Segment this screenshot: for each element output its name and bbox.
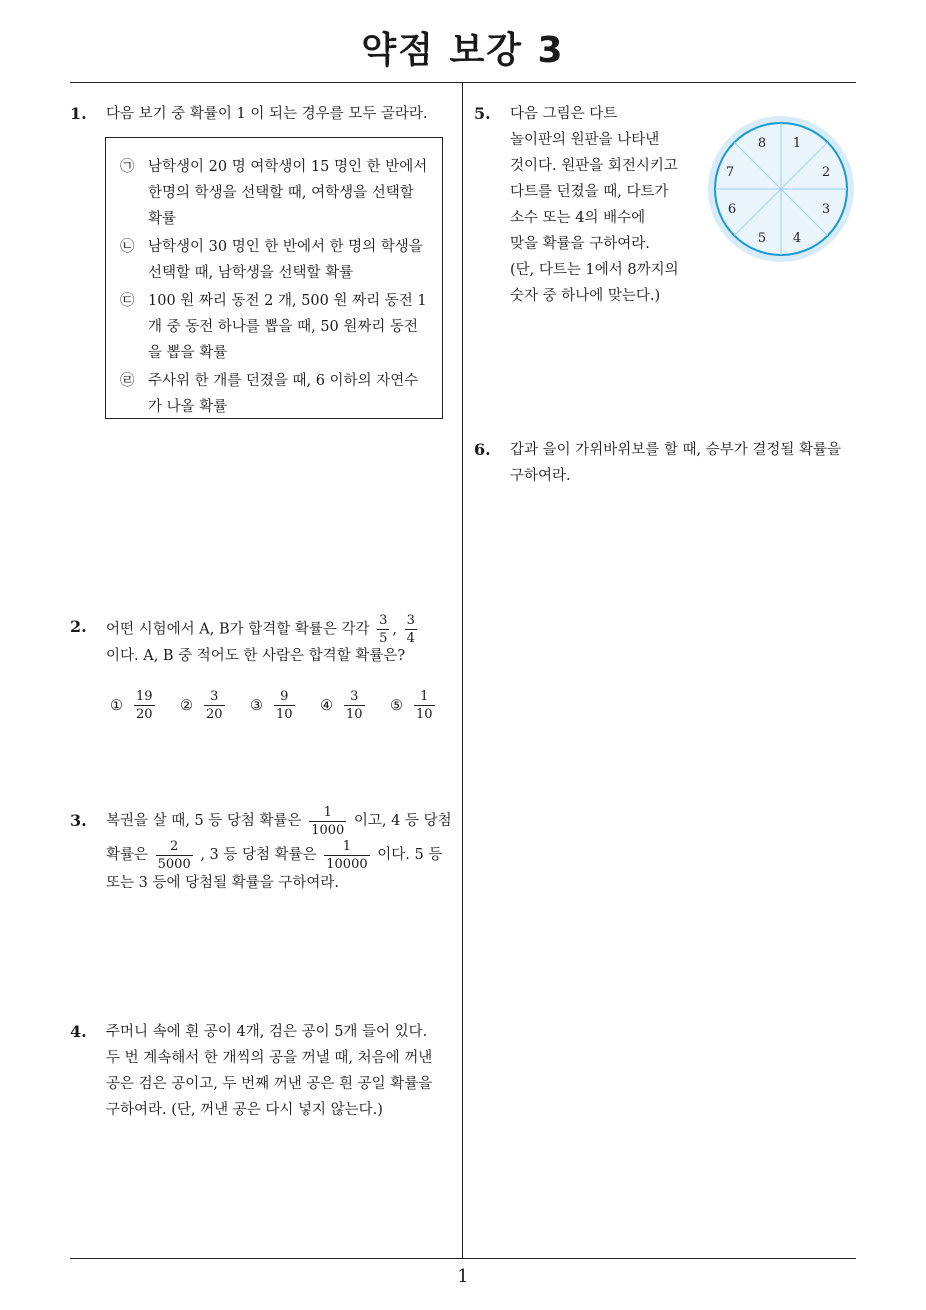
fraction (405, 614, 417, 645)
question-line: 구하여라. (단, 꺼낸 공은 다시 넣지 않는다.) (106, 1102, 383, 1118)
page-title: 약점 보강 3 (361, 30, 565, 71)
fraction-denominator: 20 (206, 707, 223, 722)
fraction-numerator: 3 (344, 690, 365, 706)
option-mark: ㉠ (120, 159, 135, 175)
fraction-denominator: 5 (379, 631, 388, 646)
column-divider (462, 82, 463, 1258)
choice-3[interactable] (250, 690, 298, 721)
fraction (156, 840, 193, 871)
bottom-rule (70, 1258, 856, 1259)
question-4 (70, 1019, 460, 1123)
question-line: 다트를 던졌을 때, 다트가 (510, 184, 669, 200)
option-text: 100 원 짜리 동전 2 개, 500 원 짜리 동전 1 개 중 동전 하나를 뽑을 때, 50 원짜리 동전을 뽑을 확률 (148, 293, 427, 361)
fraction (377, 614, 389, 645)
fraction (414, 690, 435, 721)
fraction-denominator: 10 (346, 707, 363, 722)
fraction-numerator: 1 (324, 840, 369, 856)
question-line: 어떤 시험에서 A, B가 합격할 확률은 각각 (106, 621, 370, 638)
option-item (120, 154, 432, 232)
option-item (120, 288, 432, 366)
option-text: 남학생이 20 명 여학생이 15 명인 한 반에서 한명의 학생을 선택할 때, 여학생을 선택할 확률 (148, 159, 428, 227)
question-line: 주머니 속에 흰 공이 4개, 검은 공이 5개 들어 있다. (106, 1024, 428, 1040)
question-text: 다음 보기 중 확률이 1 이 되는 경우를 모두 골라라. (106, 106, 428, 122)
fraction-denominator: 10 (276, 707, 293, 722)
choice-mark: ③ (250, 697, 263, 714)
text-segment: 이고, 4 등 당첨 (353, 813, 452, 829)
choice-mark: ② (180, 697, 193, 714)
fraction-numerator: 3 (204, 690, 225, 706)
question-text (510, 101, 704, 309)
top-rule (70, 82, 856, 83)
question-line: 공은 검은 공이고, 두 번째 꺼낸 공은 흰 공일 확률을 (106, 1076, 433, 1092)
question-number: 6. (474, 440, 491, 459)
dartboard-sector-lines (715, 123, 847, 255)
fraction (309, 806, 346, 837)
question-number: 1. (70, 104, 87, 123)
option-item (120, 368, 432, 420)
separator: , (392, 621, 397, 638)
question-line: (단, 다트는 1에서 8까지의 (510, 262, 679, 278)
fraction-denominator: 20 (136, 707, 153, 722)
fraction-numerator: 9 (274, 690, 295, 706)
dartboard-figure (706, 114, 856, 264)
question-line: 갑과 을이 가위바위보를 할 때, 승부가 결정될 확률을 (510, 442, 842, 458)
question-text (106, 1019, 460, 1123)
question-line: 다음 그림은 다트 (510, 106, 618, 122)
question-line: 것이다. 원판을 회전시키고 (510, 158, 678, 174)
question-line: 맞을 확률을 구하여라. (510, 236, 650, 252)
dart-number-7: 7 (725, 165, 735, 180)
question-text (106, 614, 455, 667)
choice-mark: ① (110, 697, 123, 714)
question-5 (474, 101, 704, 309)
choice-1[interactable] (110, 690, 158, 721)
choice-mark: ⑤ (390, 697, 403, 714)
fraction-numerator: 2 (156, 840, 193, 856)
text-segment: 확률은 (106, 847, 149, 863)
question-line: 이다. A, B 중 적어도 한 사람은 합격할 확률은? (106, 648, 406, 664)
page-number: 1 (457, 1266, 469, 1287)
fraction-numerator: 3 (379, 613, 388, 628)
question-number: 2. (70, 617, 87, 636)
fraction-numerator: 1 (414, 690, 435, 706)
dart-number-6: 6 (727, 202, 737, 217)
fraction-numerator: 3 (406, 613, 415, 628)
question-1 (70, 101, 450, 127)
question-line: 또는 3 등에 당첨될 확률을 구하여라. (106, 875, 339, 891)
question-line (106, 838, 456, 872)
question-number: 4. (70, 1022, 87, 1041)
dart-number-1: 1 (792, 136, 802, 151)
option-box (105, 137, 443, 419)
fraction-denominator: 5000 (157, 856, 191, 872)
option-mark: ㉡ (120, 239, 135, 255)
dart-number-2: 2 (821, 165, 831, 180)
fraction-denominator: 1000 (311, 822, 345, 838)
dart-number-8: 8 (757, 136, 767, 151)
question-text (510, 437, 864, 489)
fraction (324, 840, 369, 871)
option-text: 남학생이 30 명인 한 반에서 한 명의 학생을 선택할 때, 남학생을 선택할 확률 (148, 239, 423, 281)
dart-number-5: 5 (757, 231, 767, 246)
question-line: 숫자 중 하나에 맞는다.) (510, 288, 661, 304)
question-2 (70, 614, 455, 667)
choice-2[interactable] (180, 690, 228, 721)
choice-5[interactable] (390, 690, 438, 721)
choice-mark: ④ (320, 697, 333, 714)
dart-number-3: 3 (821, 202, 831, 217)
question-line: 두 번 계속해서 한 개씩의 공을 꺼낼 때, 처음에 꺼낸 (106, 1050, 433, 1066)
option-text: 주사위 한 개를 던졌을 때, 6 이하의 자연수가 나올 확률 (148, 373, 419, 415)
fraction-denominator: 10 (416, 707, 433, 722)
question-text (106, 804, 456, 894)
question-line: 소수 또는 4의 배수에 (510, 210, 646, 226)
question-number: 5. (474, 104, 491, 123)
text-segment: , 3 등 당첨 확률은 (200, 847, 317, 863)
question-number: 3. (70, 811, 87, 830)
fraction (134, 690, 155, 721)
question-3 (70, 804, 456, 894)
question-line: 구하여라. (510, 468, 571, 484)
dart-number-4: 4 (792, 231, 802, 246)
fraction-numerator: 1 (309, 806, 346, 822)
fraction-denominator: 4 (406, 631, 415, 646)
fraction (204, 690, 225, 721)
question-line: 놀이판의 원판을 나타낸 (510, 132, 660, 148)
fraction-numerator: 19 (136, 689, 153, 704)
fraction (274, 690, 295, 721)
fraction (344, 690, 365, 721)
option-mark: ㉢ (120, 293, 135, 309)
choice-4[interactable] (320, 690, 368, 721)
fraction-denominator: 10000 (326, 856, 368, 872)
text-segment: 이다. 5 등 (377, 847, 443, 863)
option-mark: ㉣ (120, 373, 135, 389)
question-6 (474, 437, 864, 489)
option-item (120, 234, 432, 286)
text-segment: 복권을 살 때, 5 등 당첨 확률은 (106, 813, 302, 829)
question-line (106, 804, 456, 838)
